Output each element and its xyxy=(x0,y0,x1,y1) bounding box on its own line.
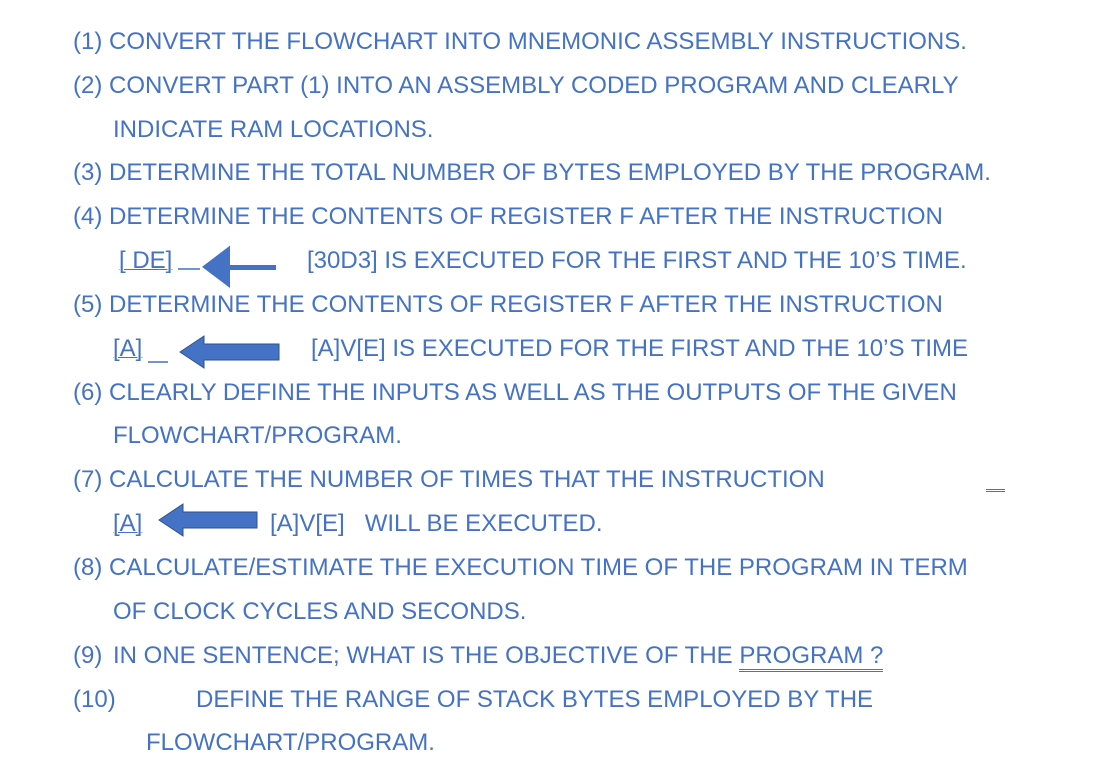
item-number: (3) xyxy=(73,159,103,186)
item-2 xyxy=(73,71,959,101)
item-text: DETERMINE THE CONTENTS OF REGISTER F AFTER THE INSTRUCTION xyxy=(109,291,943,318)
item-2-continuation: INDICATE RAM LOCATIONS. xyxy=(113,116,434,143)
item-text: CONVERT THE FLOWCHART INTO MNEMONIC ASSEMBLY INSTRUCTIONS. xyxy=(109,28,967,55)
item-4-source: [30D3] IS EXECUTED FOR THE FIRST AND THE 10’S TIME. xyxy=(307,247,967,274)
item-4-destination: [ DE] xyxy=(119,247,173,274)
left-arrow-icon xyxy=(172,242,282,288)
item-1 xyxy=(73,27,967,57)
item-text: IN ONE SENTENCE; WHAT IS THE OBJECTIVE OF THE xyxy=(113,642,733,669)
item-number: (6) xyxy=(73,379,103,406)
left-arrow-icon xyxy=(148,333,284,373)
item-10-continuation: FLOWCHART/PROGRAM. xyxy=(146,729,435,756)
item-4 xyxy=(73,202,943,232)
item-number: (8) xyxy=(73,554,103,581)
item-text: CLEARLY DEFINE THE INPUTS AS WELL AS THE OUTPUTS OF THE GIVEN xyxy=(109,379,957,406)
item-5-destination: [A] xyxy=(113,335,143,362)
item-9-underlined-word: PROGRAM ? xyxy=(739,642,883,672)
item-text: DETERMINE THE TOTAL NUMBER OF BYTES EMPLOYED BY THE PROGRAM. xyxy=(109,159,991,186)
item-7-source: [A]V[E] WILL BE EXECUTED. xyxy=(270,510,603,537)
item-8-continuation: OF CLOCK CYCLES AND SECONDS. xyxy=(113,598,527,625)
item-7-destination: [A] xyxy=(113,510,143,537)
stray-underline xyxy=(986,489,1005,492)
item-10-number: (10) xyxy=(73,686,116,713)
item-6 xyxy=(73,378,957,408)
item-number: (1) xyxy=(73,28,103,55)
item-text: DETERMINE THE CONTENTS OF REGISTER F AFTER THE INSTRUCTION xyxy=(109,203,943,230)
item-3 xyxy=(73,158,991,188)
item-text: CALCULATE THE NUMBER OF TIMES THAT THE INSTRUCTION xyxy=(109,466,825,493)
item-10-text: DEFINE THE RANGE OF STACK BYTES EMPLOYED BY THE xyxy=(196,686,874,713)
item-number: (5) xyxy=(73,291,103,318)
item-5-source: [A]V[E] IS EXECUTED FOR THE FIRST AND THE 10’S TIME xyxy=(311,335,969,362)
item-6-continuation: FLOWCHART/PROGRAM. xyxy=(113,422,402,449)
item-text: CONVERT PART (1) INTO AN ASSEMBLY CODED PROGRAM AND CLEARLY xyxy=(109,72,959,99)
item-number: (4) xyxy=(73,203,103,230)
item-5 xyxy=(73,290,943,320)
left-arrow-icon xyxy=(155,501,265,541)
item-7 xyxy=(73,465,825,495)
item-number: (9) xyxy=(73,642,103,669)
item-9 xyxy=(73,641,883,671)
item-number: (7) xyxy=(73,466,103,493)
item-number: (2) xyxy=(73,72,103,99)
item-8 xyxy=(73,553,968,583)
item-text: CALCULATE/ESTIMATE THE EXECUTION TIME OF THE PROGRAM IN TERM xyxy=(109,554,968,581)
